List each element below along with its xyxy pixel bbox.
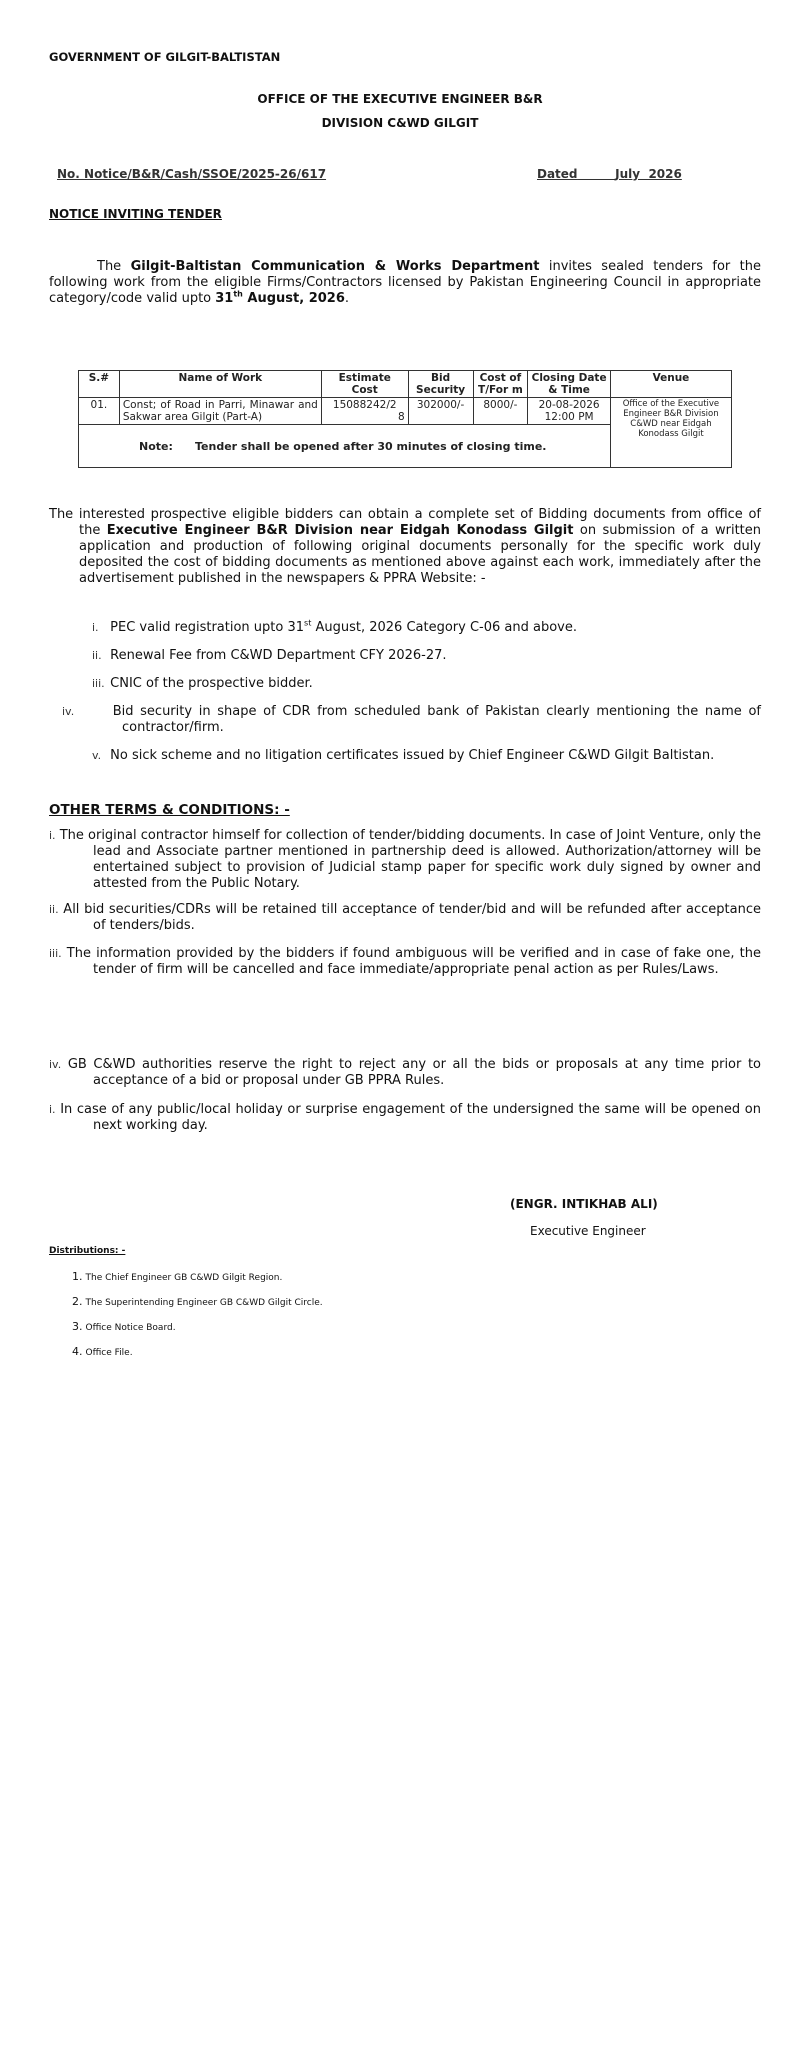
- distribution-item: [72, 1345, 133, 1358]
- signatory-name: (ENGR. INTIKHAB ALI): [510, 1197, 658, 1211]
- term-item: [49, 1102, 761, 1134]
- term-number: iii.: [49, 947, 62, 960]
- cell-closing-time: 12:00 PM: [544, 411, 594, 423]
- table-note: [79, 425, 611, 468]
- term-item: [49, 828, 761, 892]
- intro-text-2: invites sealed tenders for the following work from the eligible Firms/Contractors licensed by Pakistan Engineering Council in appropriate category/code valid upto: [49, 259, 762, 306]
- cell-estimate-line-1: 15088242/2: [332, 399, 397, 411]
- requirement-sup: st: [304, 618, 312, 628]
- term-number: i.: [49, 829, 56, 842]
- requirement-number: v.: [92, 749, 102, 762]
- term-number: i.: [49, 1103, 56, 1116]
- distribution-number: 2.: [72, 1295, 83, 1308]
- requirement-item: [92, 648, 761, 664]
- term-item: [49, 946, 761, 978]
- dated-line: [537, 167, 682, 181]
- requirement-item: [92, 748, 761, 764]
- distribution-text: The Chief Engineer GB C&WD Gilgit Region.: [85, 1273, 283, 1283]
- requirement-item: [62, 704, 761, 736]
- requirement-item: [92, 676, 761, 692]
- table-header-row: [79, 371, 732, 398]
- intro-date-rest: August, 2026: [242, 291, 345, 306]
- term-text: All bid securities/CDRs will be retained till acceptance of tender/bid and will be refunded after acceptance of tenders/bids.: [63, 902, 761, 933]
- dated-label: Dated: [537, 167, 578, 181]
- requirement-number: iii.: [92, 677, 105, 690]
- requirement-number: ii.: [92, 649, 102, 662]
- requirement-text-end: August, 2026 Category C-06 and above.: [311, 620, 577, 635]
- cell-estimate: [321, 398, 408, 425]
- cell-venue: Office of the Executive Engineer B&R Division C&WD near Eidgah Konodass Gilgit: [610, 398, 731, 468]
- requirement-number: i.: [92, 621, 99, 634]
- note-text: Tender shall be opened after 30 minutes of closing time.: [195, 439, 547, 453]
- intro-end: .: [344, 291, 350, 306]
- term-item: [49, 902, 761, 934]
- reference-number: No. Notice/B&R/Cash/SSOE/2025-26/617: [57, 167, 327, 181]
- signatory-title: Executive Engineer: [530, 1224, 646, 1238]
- distribution-text: Office File.: [85, 1348, 133, 1358]
- requirement-text: CNIC of the prospective bidder.: [110, 676, 313, 691]
- requirement-text: Bid security in shape of CDR from scheduled bank of Pakistan clearly mentioning the name of contractor/firm.: [112, 704, 761, 735]
- terms-title: OTHER TERMS & CONDITIONS: -: [49, 802, 290, 818]
- requirement-item: [92, 620, 761, 636]
- term-item: [49, 1057, 761, 1089]
- header-venue: Venue: [610, 371, 731, 398]
- term-number: iv.: [49, 1058, 62, 1071]
- tender-table: [78, 370, 732, 468]
- cell-cost-of-form: 8000/-: [473, 398, 528, 425]
- intro-text-1: The: [97, 259, 131, 274]
- distribution-text: The Superintending Engineer GB C&WD Gilgit Circle.: [85, 1298, 323, 1308]
- term-number: ii.: [49, 903, 59, 916]
- requirement-text: No sick scheme and no litigation certificates issued by Chief Engineer C&WD Gilgit Baltistan.: [110, 748, 715, 763]
- header-sn: S.#: [79, 371, 120, 398]
- cell-work: Const; of Road in Parri, Minawar and Sakwar area Gilgit (Part-A): [119, 398, 321, 425]
- intro-paragraph: [49, 259, 761, 307]
- distribution-item: [72, 1295, 323, 1308]
- cell-estimate-line-2: 8: [397, 411, 405, 423]
- cell-bid-security: 302000/-: [408, 398, 473, 425]
- cell-sn: 01.: [79, 398, 120, 425]
- bidders-text-2: on submission of a written application and production of following original documents personally for the specific work duly deposited the cost of bidding documents as mentioned above against each work, immediately after the advertisement published in the newspapers & PPRA Website: -: [79, 523, 761, 586]
- term-text: GB C&WD authorities reserve the right to reject any or all the bids or proposals at any time prior to acceptance of a bid or proposal under GB PPRA Rules.: [67, 1057, 761, 1088]
- intro-department: Gilgit-Baltistan Communication & Works Department: [130, 259, 540, 274]
- dated-value: July 2026: [615, 167, 682, 181]
- intro-date-day: 31: [215, 291, 234, 306]
- division-heading: DIVISION C&WD GILGIT: [321, 116, 479, 130]
- cell-closing: [528, 398, 611, 425]
- header-bid-security: Bid Security: [408, 371, 473, 398]
- requirement-text: PEC valid registration upto 31: [110, 620, 305, 635]
- bidders-paragraph: [49, 507, 761, 587]
- distribution-number: 1.: [72, 1270, 83, 1283]
- header-closing: Closing Date & Time: [528, 371, 611, 398]
- requirement-number: iv.: [62, 705, 75, 718]
- distribution-number: 3.: [72, 1320, 83, 1333]
- intro-date-suffix: th: [233, 289, 243, 299]
- government-heading: GOVERNMENT OF GILGIT-BALTISTAN: [49, 50, 281, 64]
- note-label: Note:: [139, 439, 173, 453]
- office-heading: OFFICE OF THE EXECUTIVE ENGINEER B&R: [257, 92, 543, 106]
- distribution-title: Distributions: -: [49, 1246, 126, 1256]
- distribution-item: [72, 1320, 176, 1333]
- notice-title: NOTICE INVITING TENDER: [49, 207, 222, 221]
- bidders-office: Executive Engineer B&R Division near Eidgah Konodass Gilgit: [106, 523, 574, 538]
- intro-validity-date: [215, 291, 345, 306]
- term-text: The information provided by the bidders if found ambiguous will be verified and in case of fake one, the tender of firm will be cancelled and face immediate/appropriate penal action as per Rules/Laws.: [66, 946, 761, 977]
- distribution-text: Office Notice Board.: [85, 1323, 176, 1333]
- distribution-number: 4.: [72, 1345, 83, 1358]
- header-cost-of-form: Cost of T/For m: [473, 371, 528, 398]
- requirement-text: Renewal Fee from C&WD Department CFY 2026-27.: [110, 648, 447, 663]
- term-text: The original contractor himself for collection of tender/bidding documents. In case of Joint Venture, only the lead and Associate partner mentioned in partnership deed is allowed. Authorization/attorney will be entertained subject to provision of Judicial stamp paper for specific work duly signed by owner and attested from the Public Notary.: [59, 828, 761, 891]
- distribution-item: [72, 1270, 282, 1283]
- term-text: In case of any public/local holiday or surprise engagement of the undersigned the same will be opened on next working day.: [60, 1102, 761, 1133]
- cell-closing-date: 20-08-2026: [538, 399, 600, 411]
- header-work: Name of Work: [119, 371, 321, 398]
- bidders-text-1: The interested prospective eligible bidders can obtain a complete set of Bidding documents from office of the: [49, 507, 761, 538]
- header-estimate: Estimate Cost: [321, 371, 408, 398]
- table-row: [79, 398, 732, 425]
